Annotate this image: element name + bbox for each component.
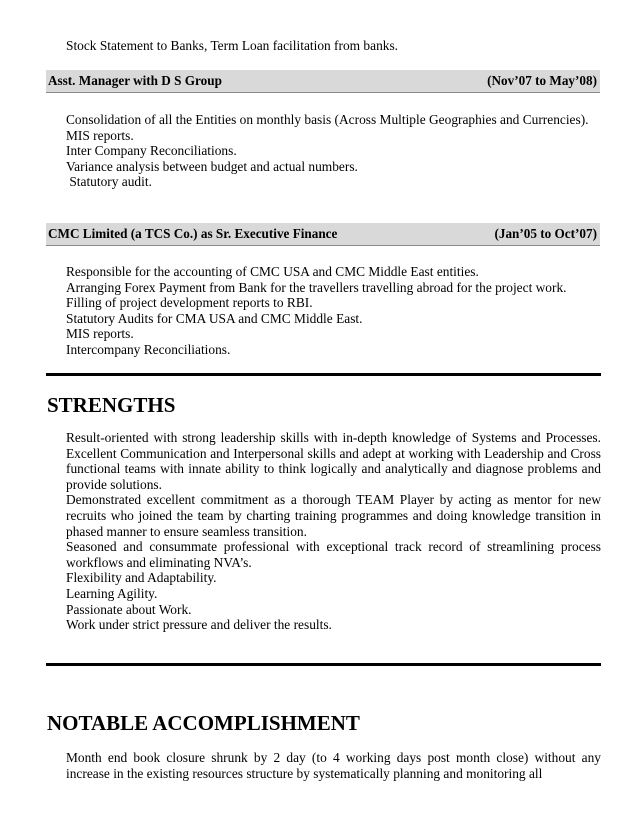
section-divider: [46, 373, 601, 376]
accomplishment-list: [46, 750, 601, 781]
list-item-text: Statutory Audits for CMA USA and CMC Middle East.: [66, 310, 363, 326]
list-item-text: MIS reports.: [66, 326, 134, 342]
list-item: [46, 295, 601, 311]
list-item-text: Work under strict pressure and deliver the results.: [66, 617, 332, 633]
list-item: [46, 311, 601, 327]
list-item-text: Inter Company Reconciliations.: [66, 143, 237, 159]
list-item: [46, 112, 601, 128]
list-item: [46, 159, 601, 175]
list-item-text: Learning Agility.: [66, 585, 158, 601]
list-item-text: Statutory audit.: [66, 174, 152, 190]
list-item-text: Intercompany Reconciliations.: [66, 341, 231, 357]
list-item: [46, 570, 601, 586]
cmc-duties-list: [46, 264, 601, 358]
list-item: [46, 342, 601, 358]
list-item-text: MIS reports.: [66, 127, 134, 143]
list-item-text: Variance analysis between budget and actual numbers.: [66, 158, 358, 174]
list-item: [46, 750, 601, 781]
list-item: [46, 280, 601, 296]
list-item: [46, 264, 601, 280]
strengths-heading: STRENGTHS: [47, 393, 176, 417]
strengths-list: [46, 430, 601, 633]
list-item: [46, 492, 601, 539]
list-item: [46, 326, 601, 342]
list-item: [46, 430, 601, 492]
ds-group-duties-list: [46, 112, 601, 190]
list-item-text: Passionate about Work.: [66, 601, 192, 617]
list-item-text: Stock Statement to Banks, Term Loan facilitation from banks.: [66, 38, 399, 53]
accomplishment-heading: NOTABLE ACCOMPLISHMENT: [47, 711, 360, 735]
list-item: [46, 617, 601, 633]
list-item-text: Filling of project development reports to RBI.: [66, 295, 313, 311]
list-item-text: Responsible for the accounting of CMC USA and CMC Middle East entities.: [66, 264, 479, 279]
list-item: [46, 602, 601, 618]
list-item: [46, 143, 601, 159]
section-divider: [46, 663, 601, 666]
top-bullet-list: [46, 38, 601, 54]
role-header-ds-group: [46, 70, 600, 93]
list-item: [46, 539, 601, 570]
role-title: CMC Limited (a TCS Co.) as Sr. Executive Finance: [48, 226, 338, 241]
list-item: [46, 174, 601, 190]
list-item: [46, 586, 601, 602]
list-item: [46, 128, 601, 144]
list-item: [46, 38, 601, 54]
list-item-text: Result-oriented with strong leadership skills with in-depth knowledge of Systems and Processes. Excellent Communication and Interpersonal skills and adept at working with Leadership and Cross functional teams with innate ability to think logically and analytically and diagnose problems and provide solutions.: [66, 430, 601, 492]
role-title: Asst. Manager with D S Group: [48, 73, 222, 88]
role-header-cmc-limited: [46, 223, 600, 246]
list-item-text: Demonstrated excellent commitment as a thorough TEAM Player by acting as mentor for new recruits who joined the team by charting training programmes and doing knowledge transition in phased manner to ensure seamless transition.: [66, 492, 601, 539]
list-item-text: Month end book closure shrunk by 2 day (to 4 working days post month close) without any increase in the existing resources structure by systematically planning and monitoring all: [66, 750, 601, 781]
role-dates: (Nov’07 to May’08): [487, 73, 597, 88]
list-item-text: Seasoned and consummate professional with exceptional track record of streamlining process workflows and eliminating NVA’s.: [66, 539, 601, 570]
role-dates: (Jan’05 to Oct’07): [494, 226, 597, 241]
list-item-text: Consolidation of all the Entities on monthly basis (Across Multiple Geographies and Currencies).: [66, 112, 589, 127]
list-item-text: Arranging Forex Payment from Bank for the travellers travelling abroad for the project work.: [66, 279, 567, 295]
list-item-text: Flexibility and Adaptability.: [66, 570, 217, 586]
